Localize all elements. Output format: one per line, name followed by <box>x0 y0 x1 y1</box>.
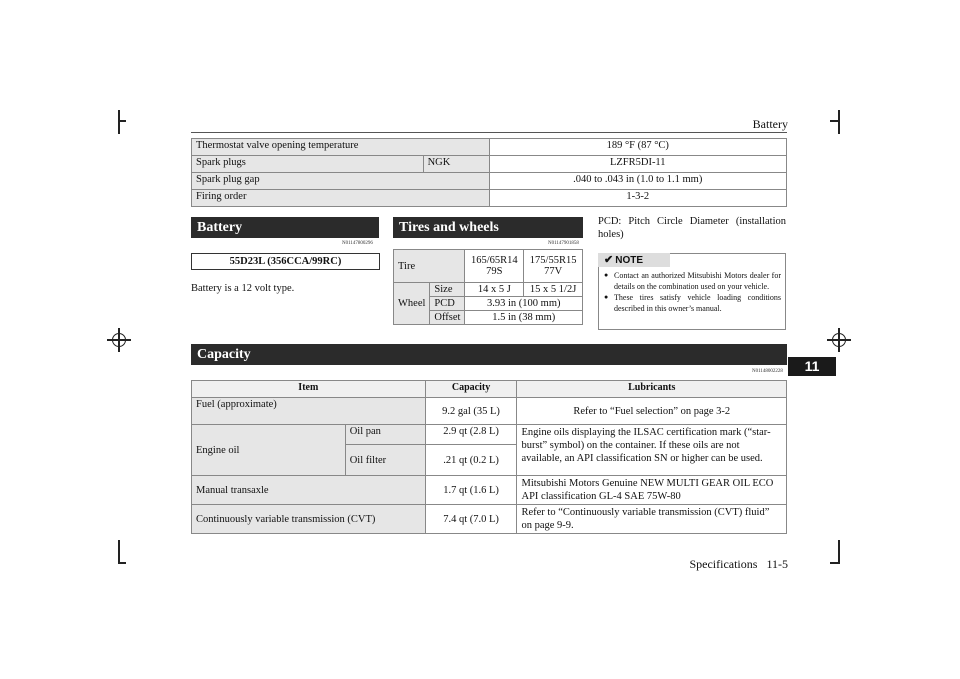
fuel-capacity: 9.2 gal (35 L) <box>425 398 517 425</box>
spec-value: LZFR5DI-11 <box>489 156 787 173</box>
spec-label: Firing order <box>192 190 490 207</box>
note-heading: ✔ NOTE <box>598 253 670 267</box>
page-header-title: Battery <box>752 117 788 131</box>
spec-value: 1-3-2 <box>489 190 787 207</box>
footer-page-number: 11-5 <box>766 557 788 571</box>
pcd-definition: PCD: Pitch Circle Diameter (installation holes) <box>598 216 786 240</box>
pcd-value: 3.93 in (100 mm) <box>465 297 583 311</box>
crop-mark <box>838 540 840 564</box>
wheel-size-b: 15 x 5 1/2J <box>524 283 583 297</box>
battery-description: Battery is a 12 volt type. <box>191 283 295 294</box>
tire-size-b: 175/55R15 77V <box>524 250 583 283</box>
table-row <box>192 381 787 398</box>
offset-value: 1.5 in (38 mm) <box>465 311 583 325</box>
capacity-section-heading: Capacity <box>191 344 787 365</box>
oil-filter-capacity: .21 qt (0.2 L) <box>425 445 517 476</box>
oil-pan-capacity: 2.9 qt (2.8 L) <box>425 425 517 445</box>
spec-sublabel: NGK <box>423 156 489 173</box>
manual-transaxle-lubricant: Mitsubishi Motors Genuine NEW MULTI GEAR OIL ECO API classification GL-4 SAE 75W-80 <box>517 476 787 505</box>
manual-transaxle-capacity: 1.7 qt (1.6 L) <box>425 476 517 505</box>
list-item: ● Contact an authorized Mitsubishi Motors dealer for details on the combination used on your vehicle. <box>604 270 781 292</box>
manual-transaxle-item: Manual transaxle <box>192 476 426 505</box>
crop-mark <box>830 120 838 122</box>
crop-mark <box>118 120 126 122</box>
tire-label: Tire <box>394 250 465 283</box>
crop-mark <box>118 540 120 564</box>
table-row <box>192 190 787 207</box>
registration-mark <box>832 333 846 347</box>
note-list <box>604 270 781 314</box>
table-row <box>394 250 583 283</box>
fuel-lubricant: Refer to “Fuel selection” on page 3-2 <box>517 398 787 425</box>
column-header-item: Item <box>192 381 426 398</box>
offset-label: Offset <box>430 311 465 325</box>
crop-mark <box>830 562 838 564</box>
spec-label: Thermostat valve opening temperature <box>192 139 490 156</box>
capacity-table <box>191 380 787 534</box>
chapter-tab: 11 <box>788 357 836 376</box>
wheel-size-label: Size <box>430 283 465 297</box>
footer-section: Specifications <box>689 557 758 571</box>
battery-section-code: N01147800296 <box>342 241 373 246</box>
column-header-lubricants: Lubricants <box>517 381 787 398</box>
cvt-capacity: 7.4 qt (7.0 L) <box>425 505 517 534</box>
tire-size-a: 165/65R14 79S <box>465 250 524 283</box>
table-row <box>192 505 787 534</box>
table-row <box>192 156 787 173</box>
engine-oil-lubricant: Engine oils displaying the ILSAC certification mark (“star-burst” symbol) on the container. If these oils are not available, an API classification SN or higher can be used. <box>517 425 787 476</box>
tires-wheels-table <box>393 249 583 325</box>
crop-mark <box>118 562 126 564</box>
table-row <box>192 173 787 190</box>
spec-value: .040 to .043 in (1.0 to 1.1 mm) <box>489 173 787 190</box>
header-rule <box>191 132 787 133</box>
table-row <box>192 398 787 425</box>
fuel-item: Fuel (approximate) <box>192 398 426 425</box>
crop-mark <box>838 110 840 134</box>
column-header-capacity: Capacity <box>425 381 517 398</box>
wheel-label: Wheel <box>394 283 430 325</box>
spec-label: Spark plug gap <box>192 173 490 190</box>
cvt-item: Continuously variable transmission (CVT) <box>192 505 426 534</box>
spec-value: 189 °F (87 °C) <box>489 139 787 156</box>
tires-section-heading: Tires and wheels <box>393 217 583 238</box>
table-row <box>192 476 787 505</box>
list-item: ● These tires satisfy vehicle loading conditions described in this owner’s manual. <box>604 292 781 314</box>
spec-label: Spark plugs <box>192 156 424 173</box>
table-row <box>192 139 787 156</box>
tires-section-code: N01147901858 <box>548 241 579 246</box>
oil-filter-label: Oil filter <box>345 445 425 476</box>
pcd-label: PCD <box>430 297 465 311</box>
capacity-section-code: N01148002228 <box>752 369 783 374</box>
crop-mark <box>118 110 120 134</box>
engine-oil-item: Engine oil <box>192 425 346 476</box>
wheel-size-a: 14 x 5 J <box>465 283 524 297</box>
table-row <box>192 425 787 445</box>
cvt-lubricant: Refer to “Continuously variable transmission (CVT) fluid” on page 9-9. <box>517 505 787 534</box>
table-row <box>394 283 583 297</box>
oil-pan-label: Oil pan <box>345 425 425 445</box>
note-box <box>598 253 786 330</box>
page-footer <box>689 557 788 572</box>
battery-type-label: 55D23L (356CCA/99RC) <box>191 253 380 270</box>
engine-spec-table <box>191 138 787 207</box>
battery-section-heading: Battery <box>191 217 379 238</box>
check-icon: ✔ <box>604 254 614 266</box>
registration-mark <box>112 333 126 347</box>
